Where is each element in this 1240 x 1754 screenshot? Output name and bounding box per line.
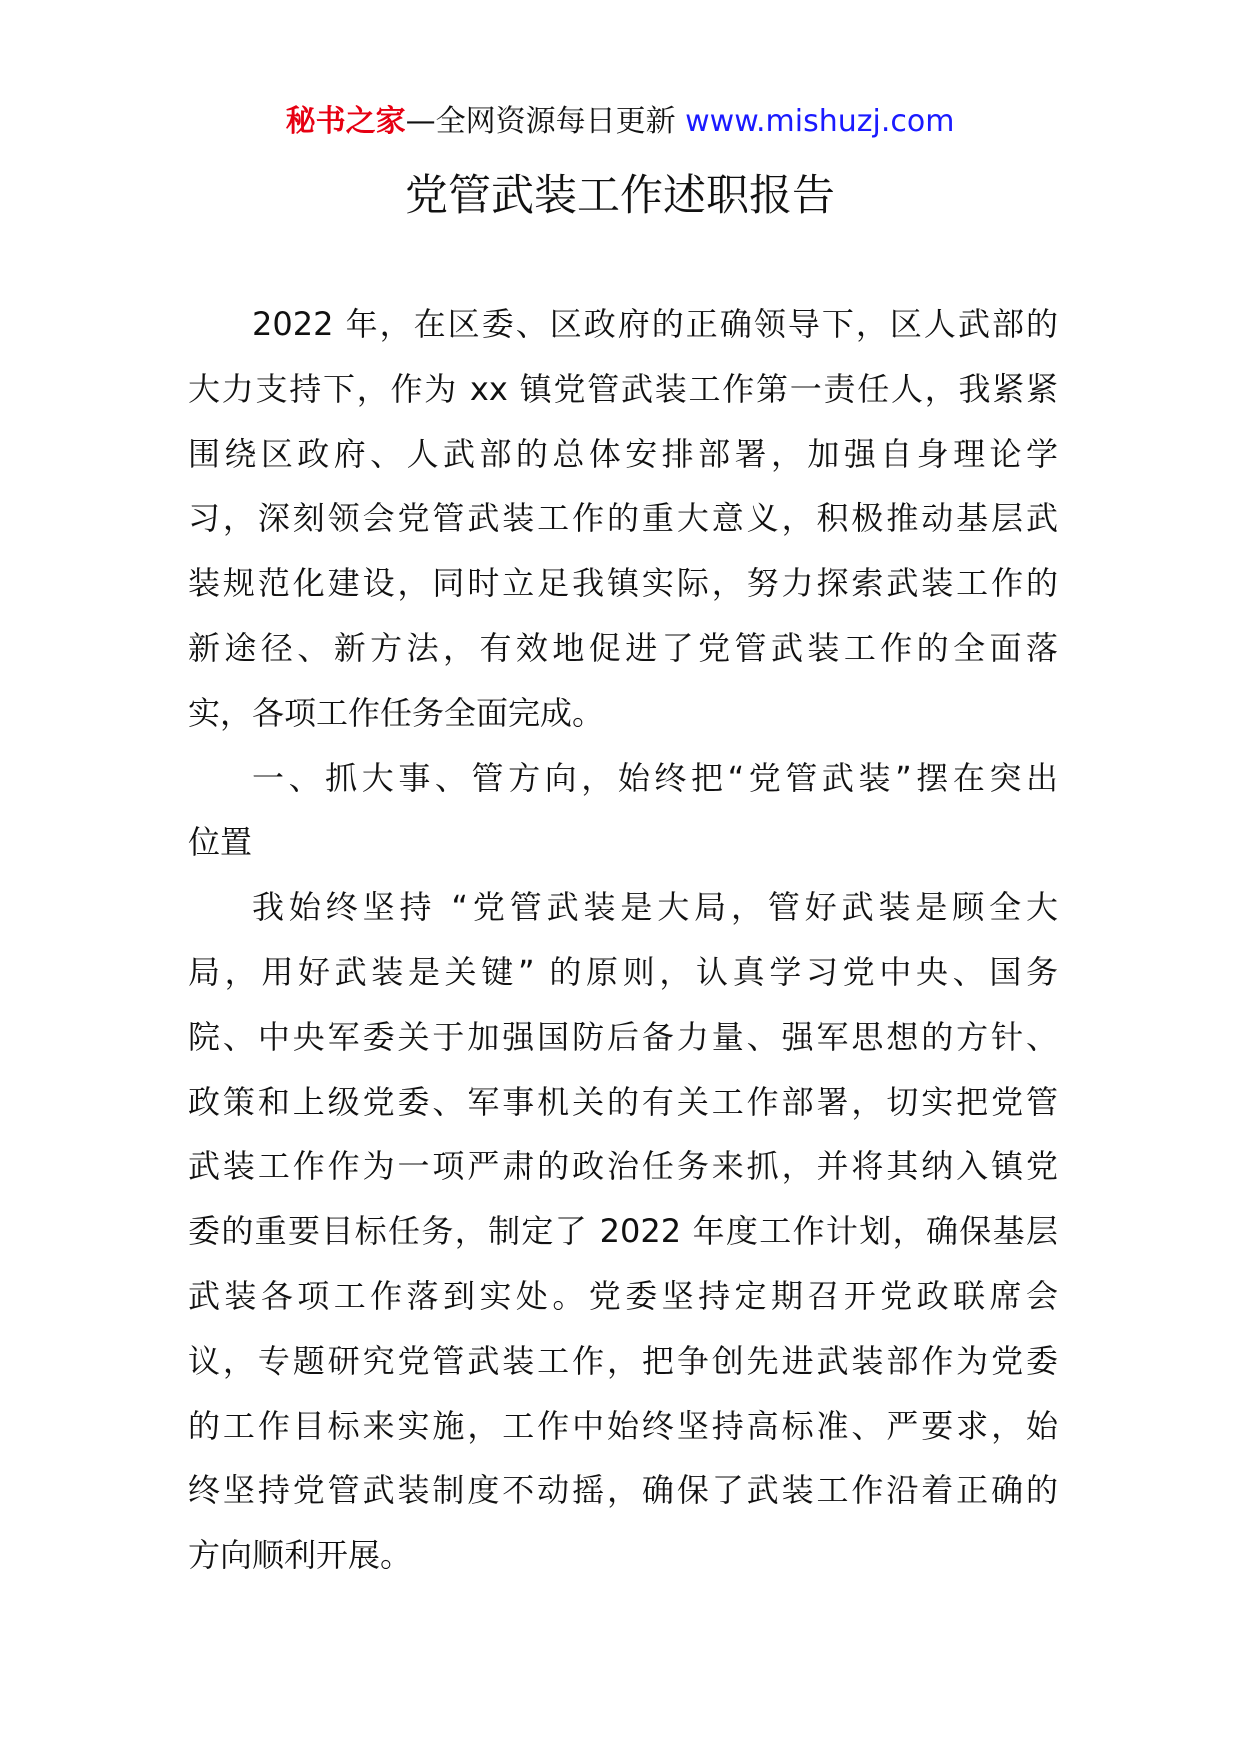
site-header — [0, 100, 1240, 144]
document-title: 党管武装工作述职报告 — [405, 171, 835, 221]
body-line: 终坚持党管武装制度不动摇，确保了武装工作沿着正确的 — [188, 1471, 1058, 1510]
body-line: 围绕区政府、人武部的总体安排部署，加强自身理论学 — [188, 434, 1058, 473]
body-line: 大力支持下，作为 xx 镇党管武装工作第一责任人，我紧紧 — [188, 369, 1058, 408]
body-line: 议，专题研究党管武装工作，把争创先进武装部作为党委 — [188, 1341, 1058, 1380]
section-heading-line: 位置 — [188, 823, 253, 862]
body-line: 方向顺利开展。 — [188, 1536, 413, 1575]
body-line: 我始终坚持 “党管武装是大局，管好武装是顾全大 — [252, 888, 1058, 927]
body-line: 政策和上级党委、军事机关的有关工作部署，切实把党管 — [188, 1082, 1058, 1121]
body-line: 院、中央军委关于加强国防后备力量、强军思想的方针、 — [188, 1017, 1058, 1056]
body-line: 委的重要目标任务，制定了 2022 年度工作计划，确保基层 — [188, 1212, 1058, 1251]
body-line: 习，深刻领会党管武装工作的重大意义，积极推动基层武 — [188, 499, 1058, 538]
site-tagline: —全网资源每日更新 — [405, 104, 676, 139]
section-heading-line: 一、抓大事、管方向，始终把“党管武装”摆在突出 — [252, 758, 1058, 797]
document-body — [188, 292, 1058, 1588]
site-url[interactable]: www.mishuzj.com — [685, 104, 955, 139]
body-line: 装规范化建设，同时立足我镇实际，努力探索武装工作的 — [188, 564, 1058, 603]
body-line: 武装工作作为一项严肃的政治任务来抓，并将其纳入镇党 — [188, 1147, 1058, 1186]
body-line: 实，各项工作任务全面完成。 — [188, 693, 605, 732]
body-line: 的工作目标来实施，工作中始终坚持高标准、严要求，始 — [188, 1406, 1058, 1445]
body-line: 新途径、新方法，有效地促进了党管武装工作的全面落 — [188, 628, 1058, 667]
site-name: 秘书之家 — [285, 104, 406, 139]
body-line: 2022 年，在区委、区政府的正确领导下，区人武部的 — [252, 305, 1058, 343]
body-line: 局，用好武装是关键” 的原则，认真学习党中央、国务 — [188, 952, 1058, 991]
body-line: 武装各项工作落到实处。党委坚持定期召开党政联席会 — [188, 1276, 1058, 1315]
